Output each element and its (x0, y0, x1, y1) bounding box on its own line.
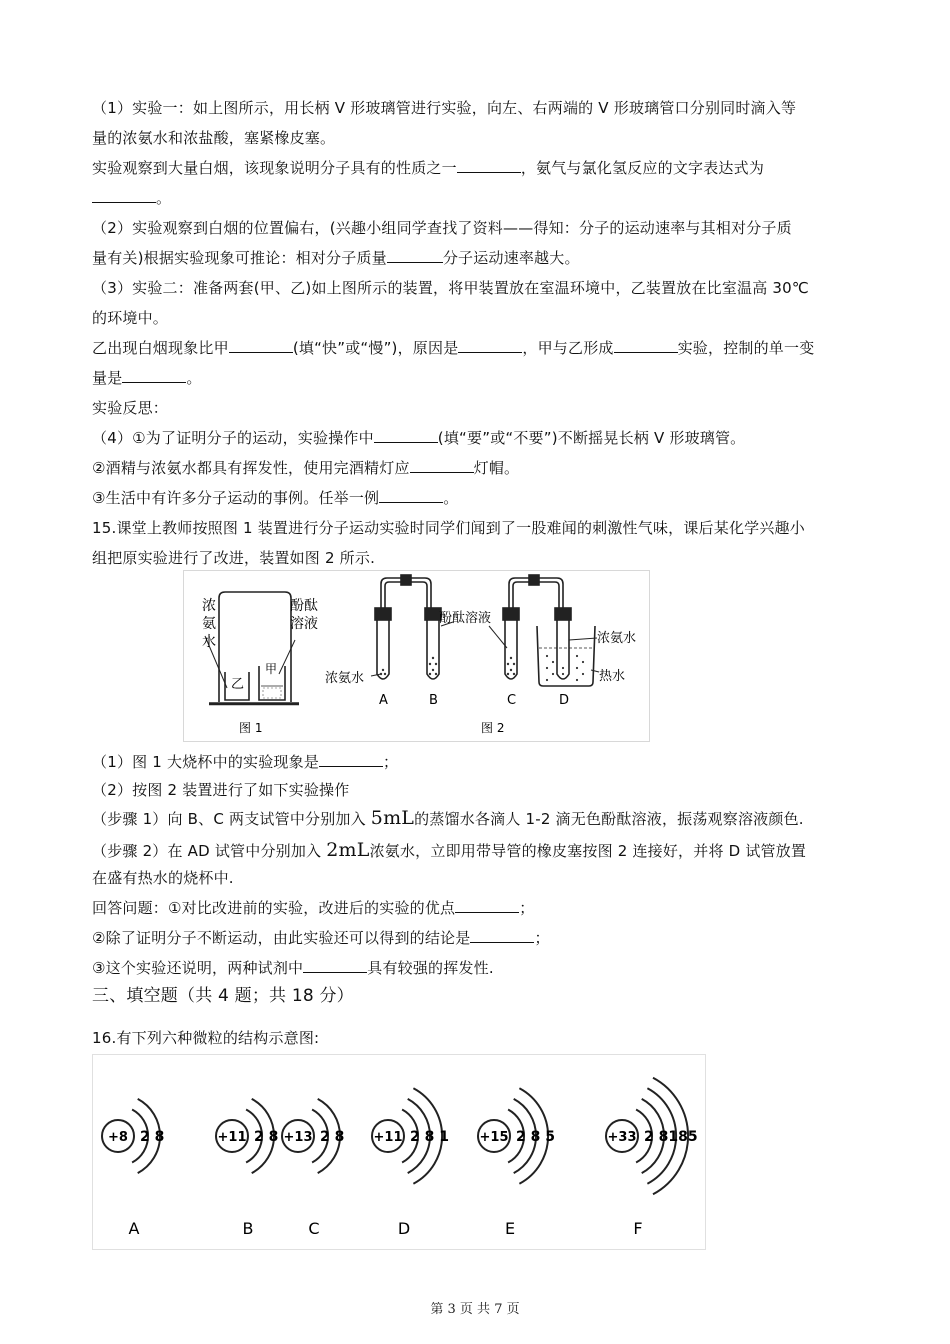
fig1-caption: 图 1 (239, 721, 263, 735)
q14-part1-line1: （1）实验一：如上图所示，用长柄 V 形玻璃管进行实验，向左、右两端的 V 形玻璃管口分别同时滴入等 (92, 99, 797, 117)
nucleus-charge: +11 (373, 1130, 403, 1145)
answer-blank[interactable] (470, 928, 534, 943)
q14-reflection-heading: 实验反思： (92, 399, 169, 417)
q14-part2-line2: 量有关)根据实验现象可推论：相对分子质量 分子运动速率越大。 (92, 249, 580, 267)
fig2-tube-d: D (559, 693, 570, 708)
q14-part1-line2: 量的浓氨水和浓盐酸，塞紧橡皮塞。 (92, 129, 336, 147)
atom-label: D (397, 1219, 411, 1238)
atom-label: B (242, 1219, 254, 1238)
fig2-tube-c: C (507, 693, 517, 708)
q14-part3-line3: 乙出现白烟现象比甲 (填“快”或“慢”)，原因是 ，甲与乙形成 实验，控制的单一变 (92, 339, 815, 357)
q14-part2-line1: （2）实验观察到白烟的位置偏右，(兴趣小组同学查找了资料——得知：分子的运动速率与其相对分子质 (92, 219, 792, 237)
q14-part1-line4: 。 (92, 188, 872, 208)
electron-counts: 2 8 (320, 1129, 345, 1145)
page-footer: 第 3 页 共 7 页 (430, 1302, 520, 1317)
q14-part3-line1: （3）实验二：准备两套(甲、乙)如上图所示的装置，将甲装置放在室温环境中，乙装置放在比室温高 30℃ (92, 279, 809, 297)
atom-structure-figure (92, 1054, 706, 1250)
atom-label: E (504, 1219, 516, 1238)
q16-intro: 16.有下列六种微粒的结构示意图: (92, 1029, 320, 1047)
q14-part4-line1: （4）①为了证明分子的运动，实验操作中 (填“要”或“不要”)不断摇晃长柄 V 形玻璃管。 (92, 429, 746, 447)
q15-answer-2: ②除了证明分子不断运动，由此实验还可以得到的结论是 ； (92, 929, 550, 947)
q15-sub2: （2）按图 2 装置进行了如下实验操作 (92, 781, 350, 799)
q15-sub1: （1）图 1 大烧杯中的实验现象是 ； (92, 753, 399, 771)
fig1-label-an: 氨 (202, 616, 216, 632)
q15-intro-line1: 15.课堂上教师按照图 1 装置进行分子运动实验时同学们闻到了一股难闻的刺激性气味，课后某化学兴趣小 (92, 519, 805, 537)
fig2-label-phenol: 酚酞溶液 (439, 611, 492, 626)
electron-counts: 2 8185 (644, 1129, 698, 1145)
answer-blank[interactable] (229, 338, 293, 353)
fig1-label-solution: 溶液 (290, 616, 318, 632)
answer-blank[interactable] (374, 428, 438, 443)
apparatus-figure (183, 570, 650, 742)
answer-blank[interactable] (387, 248, 443, 263)
fig2-tube-b: B (429, 693, 438, 708)
fig1-label-phenol: 酚酞 (290, 598, 318, 614)
atom-label: F (633, 1219, 643, 1238)
q15-step2-line2: 在盛有热水的烧杯中. (92, 869, 234, 887)
answer-blank[interactable] (319, 752, 383, 767)
q15-step1: （步骤 1）向 B、C 两支试管中分别加入 5mL的蒸馏水各滴人 1-2 滴无色酚酞溶液，振荡观察溶液颜色. (92, 807, 804, 829)
answer-blank[interactable] (458, 338, 522, 353)
q15-intro-line2: 组把原实验进行了改进，装置如图 2 所示. (92, 549, 376, 567)
q15-step2-line1: （步骤 2）在 AD 试管中分别加入 2mL浓氨水，立即用带导管的橡皮塞按图 2 连接好，并将 D 试管放置 (92, 839, 807, 861)
answer-blank[interactable] (614, 338, 678, 353)
q14-part4-line2: ②酒精与浓氨水都具有挥发性，使用完酒精灯应 灯帽。 (92, 459, 520, 477)
fig1-label-jia: 甲 (265, 662, 278, 676)
q15-answer-1: 回答问题：①对比改进前的实验，改进后的实验的优点 ； (92, 899, 535, 917)
nucleus-charge: +13 (283, 1130, 313, 1145)
q14-part1-line3: 实验观察到大量白烟，该现象说明分子具有的性质之一 ，氨气与氯化氢反应的文字表达式为 (92, 159, 765, 177)
fig2-tube-a: A (379, 693, 388, 708)
fig1-label-nong: 浓 (202, 598, 216, 614)
answer-blank[interactable] (379, 488, 443, 503)
atom-label: A (128, 1219, 140, 1238)
q14-part3-line4: 量是 。 (92, 369, 202, 387)
answer-blank[interactable] (455, 898, 519, 913)
answer-blank[interactable] (122, 368, 186, 383)
electron-counts: 2 8 (140, 1129, 165, 1145)
atom-label: C (308, 1219, 320, 1238)
fig2-label-hot-water: 热水 (599, 669, 626, 684)
answer-blank[interactable] (457, 158, 521, 173)
section-title: 三、填空题（共 4 题；共 18 分） (92, 986, 354, 1006)
nucleus-charge: +33 (607, 1130, 637, 1145)
fig1-label-shui: 水 (202, 634, 216, 650)
nucleus-charge: +15 (479, 1130, 509, 1145)
electron-counts: 2 8 1 (410, 1129, 449, 1145)
electron-counts: 2 8 (254, 1129, 279, 1145)
nucleus-charge: +11 (217, 1130, 247, 1145)
q15-answer-3: ③这个实验还说明，两种试剂中 具有较强的挥发性. (92, 959, 494, 977)
fig2-label-ammonia-d: 浓氨水 (597, 631, 637, 646)
nucleus-charge: +8 (108, 1130, 128, 1145)
answer-blank[interactable] (92, 188, 156, 203)
fig2-label-ammonia-a: 浓氨水 (325, 671, 365, 686)
electron-counts: 2 8 5 (516, 1129, 555, 1145)
q14-part3-line2: 的环境中。 (92, 309, 169, 327)
q14-part4-line3: ③生活中有许多分子运动的事例。任举一例 。 (92, 489, 459, 507)
fig2-caption: 图 2 (481, 721, 505, 735)
answer-blank[interactable] (410, 458, 474, 473)
answer-blank[interactable] (303, 958, 367, 973)
fig1-label-yi: 乙 (231, 677, 245, 692)
